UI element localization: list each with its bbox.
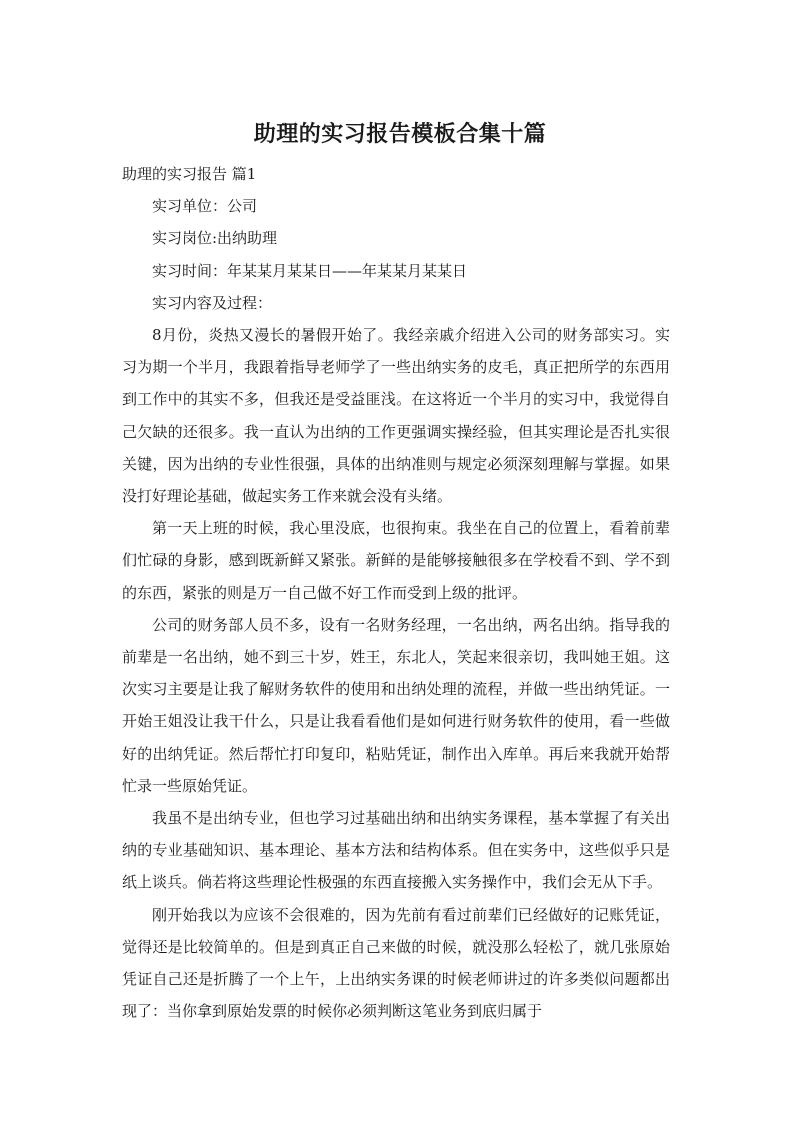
paragraph: 第一天上班的时候，我心里没底，也很拘束。我坐在自己的位置上，看着前辈们忙碌的身影，感到既新鲜又紧张。新鲜的是能够接触很多在学校看不到、学不到的东西，紧张的则是万一自己做不好工作而受到上级的批评。 bbox=[122, 519, 670, 602]
paragraph: 刚开始我以为应该不会很难的，因为先前有看过前辈们已经做好的记账凭证，觉得还是比较简单的。但是到真正自己来做的时候，就没那么轻松了，就几张原始凭证自己还是折腾了一个上午，上出纳实务课的时候老师讲过的许多类似问题都出现了：当你拿到原始发票的时候你必须判断这笔业务到底归属于 bbox=[122, 905, 670, 1021]
internship-unit: 实习单位：公司 bbox=[152, 197, 258, 216]
paragraph: 8月份，炎热又漫长的暑假开始了。我经亲戚介绍进入公司的财务部实习。实习为期一个半月，我跟着指导老师学了一些出纳实务的皮毛，真正把所学的东西用到工作中的其实不多，但我还是受益匪浅。在这将近一个半月的实习中，我觉得自己欠缺的还很多。我一直认为出纳的工作更强调实操经验，但其实理论是否扎实很关键，因为出纳的专业性很强，具体的出纳准则与规定必须深刻理解与掌握。如果没打好理论基础，做起实务工作来就会没有头绪。 bbox=[122, 326, 670, 506]
paragraph: 我虽不是出纳专业，但也学习过基础出纳和出纳实务课程，基本掌握了有关出纳的专业基础知识、基本理论、基本方法和结构体系。但在实务中，这些似乎只是纸上谈兵。倘若将这些理论性极强的东西直接搬入实务操作中，我们会无从下手。 bbox=[122, 809, 670, 892]
document-body bbox=[122, 158, 670, 1027]
section-heading: 助理的实习报告 篇1 bbox=[122, 165, 257, 183]
paragraph: 公司的财务部人员不多，设有一名财务经理，一名出纳，两名出纳。指导我的前辈是一名出纳，她不到三十岁，姓王，东北人，笑起来很亲切，我叫她王姐。这次实习主要是让我了解财务软件的使用和出纳处理的流程，并做一些出纳凭证。一开始王姐没让我干什么，只是让我看看他们是如何进行财务软件的使用，看一些做好的出纳凭证。然后帮忙打印复印，粘贴凭证，制作出入库单。再后来我就开始帮忙录一些原始凭证。 bbox=[122, 615, 670, 795]
document-title: 助理的实习报告模板合集十篇 bbox=[253, 122, 547, 147]
internship-position: 实习岗位:出纳助理 bbox=[152, 229, 278, 248]
internship-period: 实习时间：年某某月某某日——年某某月某某日 bbox=[152, 261, 468, 280]
content-label: 实习内容及过程： bbox=[152, 293, 273, 312]
